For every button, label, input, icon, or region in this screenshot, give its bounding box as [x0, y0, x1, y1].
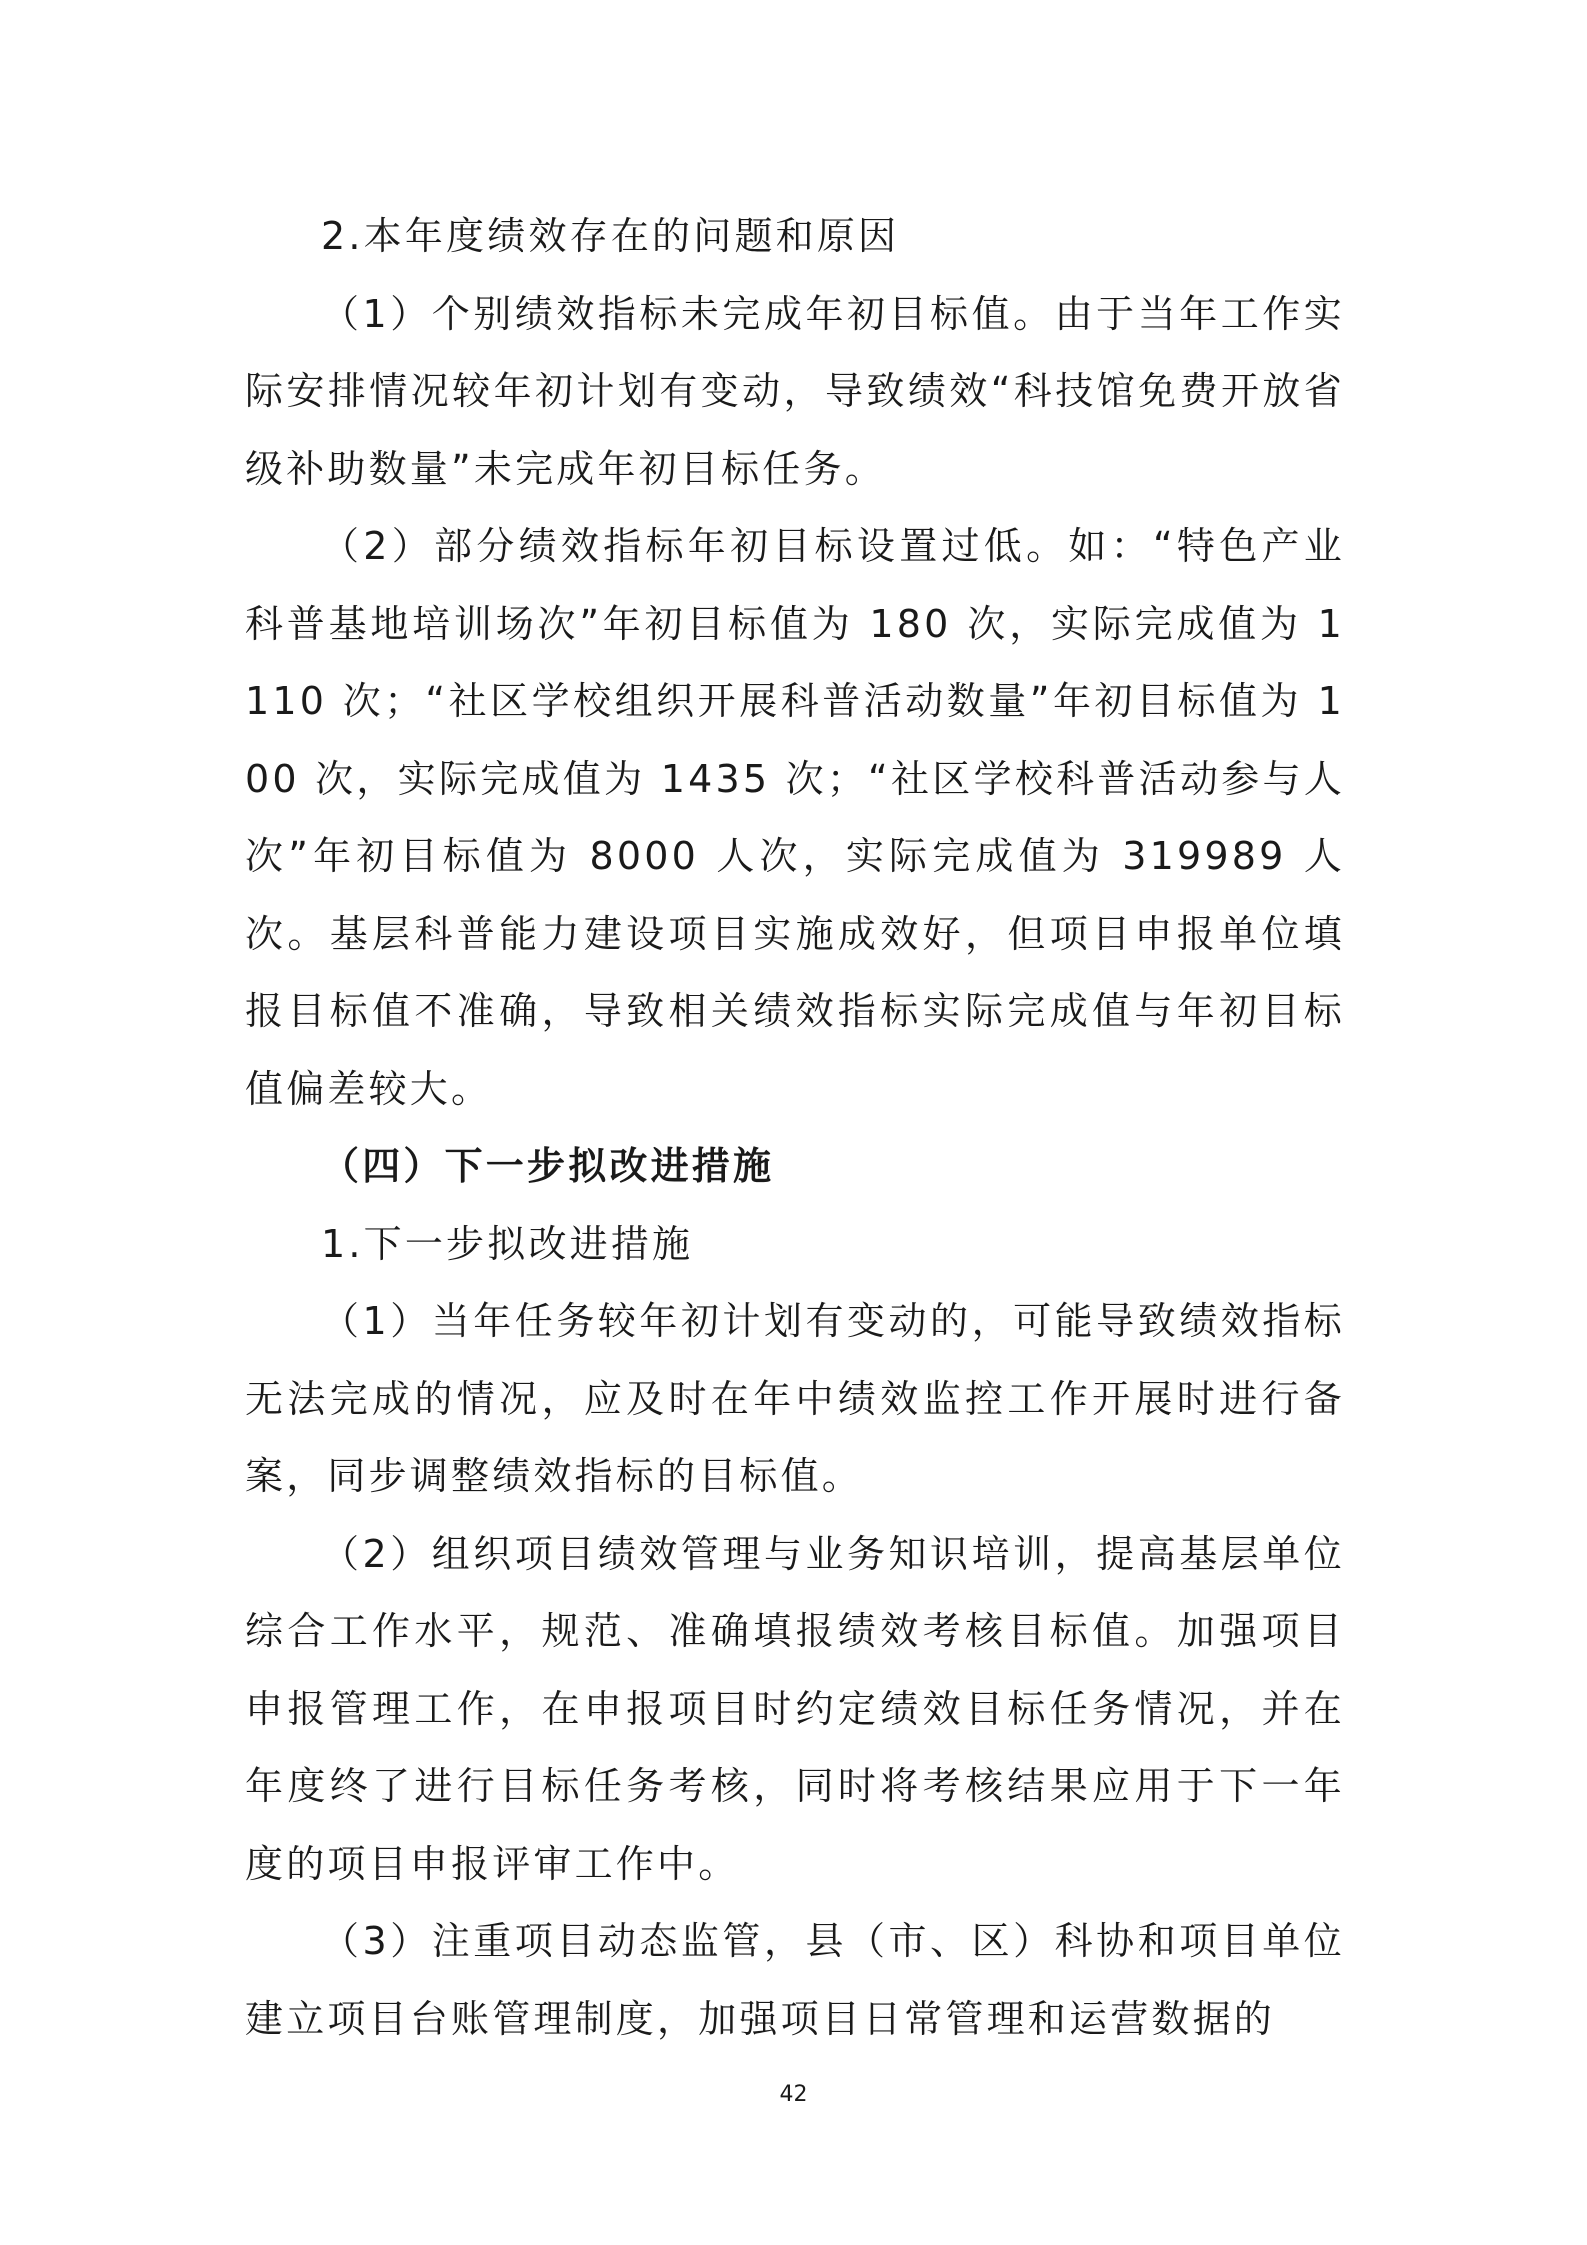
- section-subheading-measures: 1.下一步拟改进措施: [321, 1221, 694, 1266]
- page-number: 42: [779, 2082, 808, 2107]
- paragraph-problem-1: （1）个别绩效指标未完成年初目标值。由于当年工作实际安排情况较年初计划有变动，导致绩效“科技馆免费开放省级补助数量”未完成年初目标任务。: [245, 291, 1345, 491]
- section-subheading-problems: 2.本年度绩效存在的问题和原因: [321, 214, 900, 258]
- paragraph-measure-3: （3）注重项目动态监管，县（市、区）科协和项目单位建立项目台账管理制度，加强项目日常管理和运营数据的: [245, 1919, 1345, 2041]
- paragraph-measure-2: （2）组织项目绩效管理与业务知识培训，提高基层单位综合工作水平，规范、准确填报绩效考核目标值。加强项目申报管理工作，在申报项目时约定绩效目标任务情况，并在年度终了进行目标任务考核，同时将考核结果应用于下一年度的项目申报评审工作中。: [245, 1531, 1345, 1886]
- paragraph-problem-2: （2）部分绩效指标年初目标设置过低。如：“特色产业科普基地培训场次”年初目标值为 180 次，实际完成值为 1110 次；“社区学校组织开展科普活动数量”年初目标值为 100 次，实际完成值为 1435 次；“社区学校科普活动参与人次”年初目标值为 8000 人次，实际完成值为 319989 人次。基层科普能力建设项目实施成效好，但项目申报单位填报目标值不准确，导致相关绩效指标实际完成值与年初目标值偏差较大。: [245, 524, 1345, 1111]
- section-heading-improvements: （四）下一步拟改进措施: [321, 1144, 775, 1188]
- document-body: [245, 198, 1345, 2058]
- paragraph-measure-1: （1）当年任务较年初计划有变动的，可能导致绩效指标无法完成的情况，应及时在年中绩效监控工作开展时进行备案，同步调整绩效指标的目标值。: [245, 1299, 1345, 1498]
